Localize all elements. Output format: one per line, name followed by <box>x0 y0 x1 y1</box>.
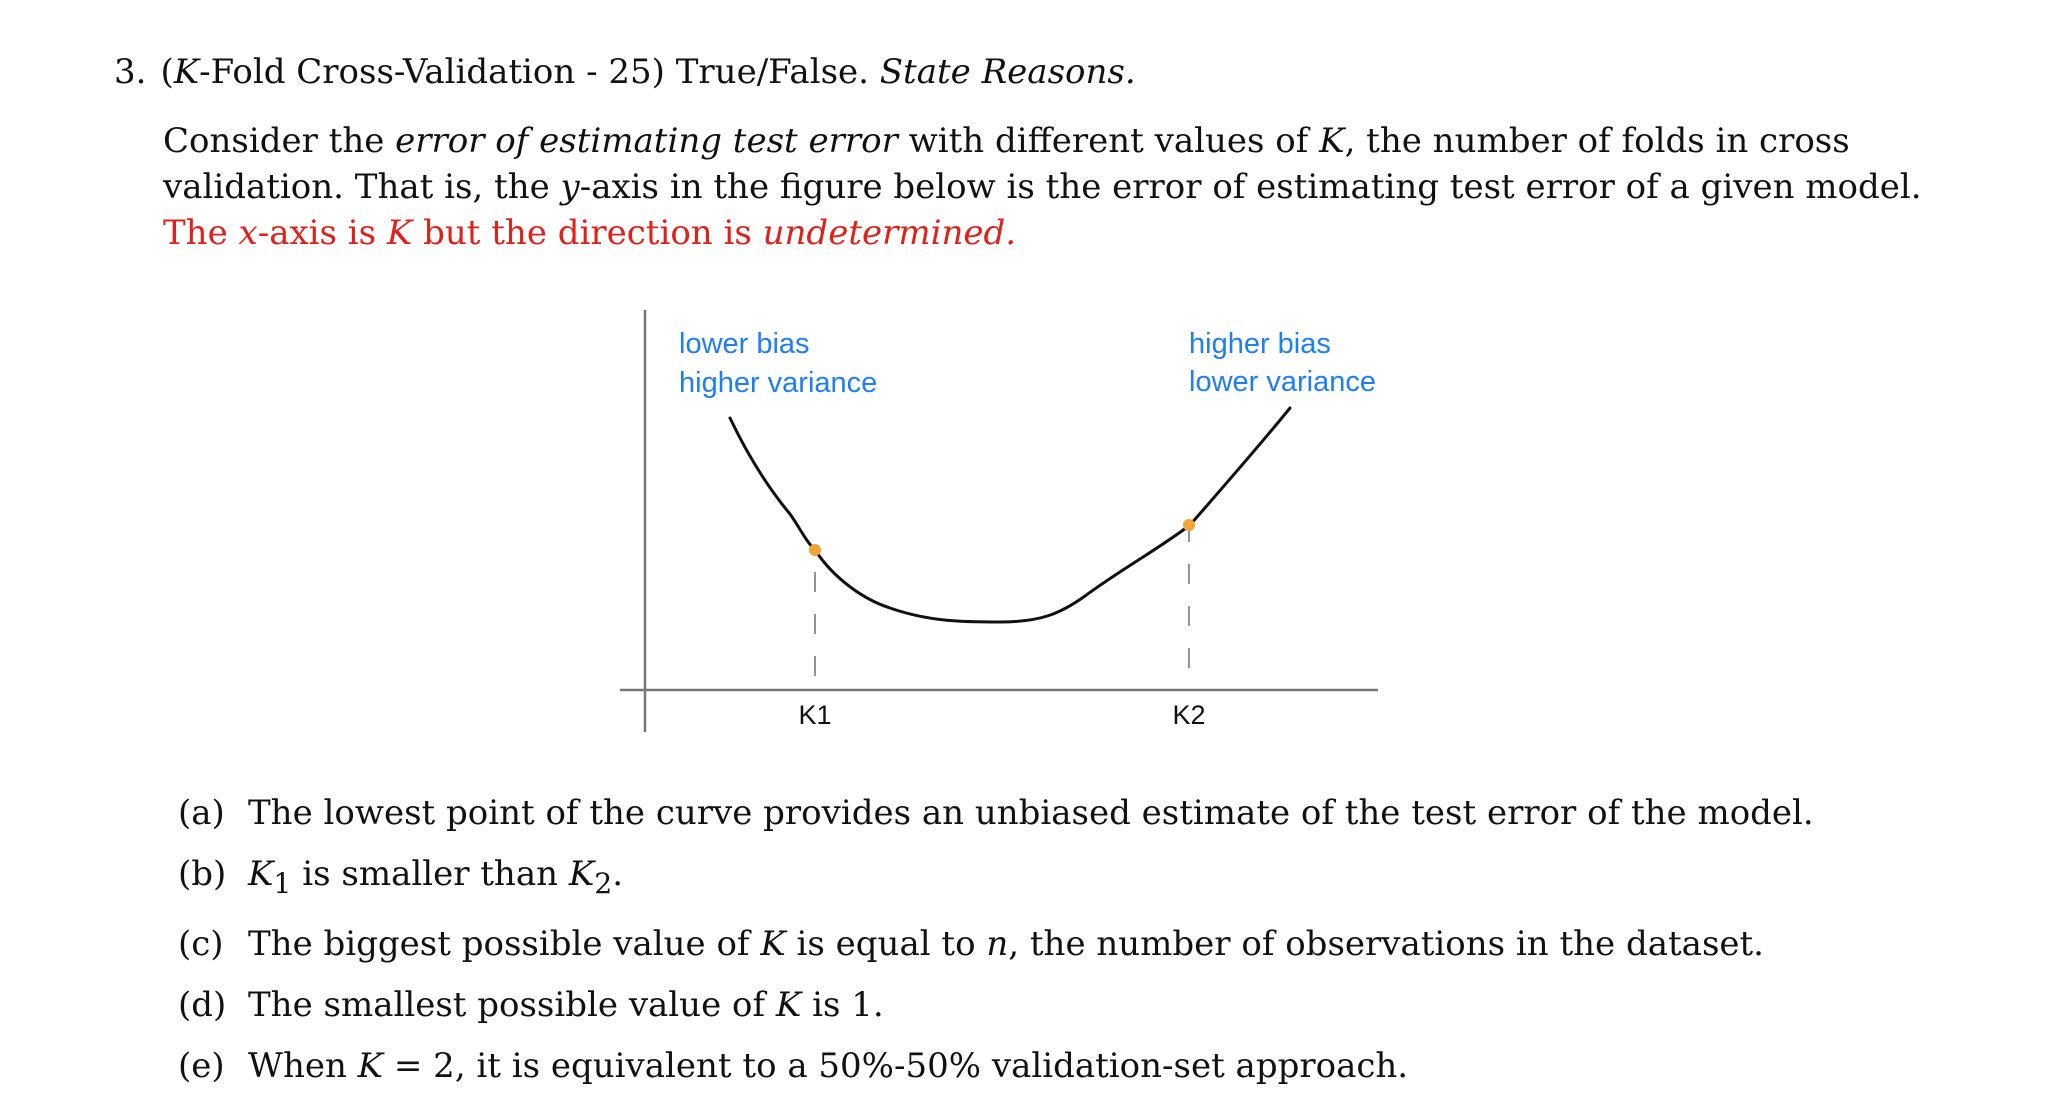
title-italic: State Reasons. <box>879 52 1136 92</box>
math-subscript: 1 <box>273 866 292 900</box>
bias-variance-figure <box>620 300 1380 740</box>
left-label-variance: higher variance <box>679 367 878 399</box>
list-item <box>178 783 1978 844</box>
math-k: K <box>568 854 595 894</box>
list-item <box>178 844 1978 914</box>
body-emphasis: error of estimating test error <box>395 121 898 161</box>
body-line-2 <box>163 164 1922 210</box>
list-item <box>178 914 1978 975</box>
item-text-part: The smallest possible value of <box>248 984 776 1025</box>
figure-svg <box>620 300 1380 740</box>
item-text-part: is equal to <box>785 923 987 964</box>
error-curve <box>730 408 1290 622</box>
body-text: The <box>163 213 239 253</box>
math-k: K <box>775 984 802 1025</box>
item-marker: (c) <box>178 923 224 964</box>
item-text <box>248 844 623 914</box>
item-text-part: = 2, it is equivalent to a 50%-50% validation-set approach. <box>383 1045 1409 1086</box>
math-n: n <box>986 923 1009 964</box>
tick-k2: K2 <box>1172 700 1206 730</box>
item-text-part: The lowest point of the curve provides an unbiased estimate of the test error of the model. <box>248 793 1814 833</box>
item-text <box>248 783 1814 844</box>
list-item <box>178 975 1978 1036</box>
item-marker: (e) <box>178 1045 225 1086</box>
item-text-part: is 1. <box>801 984 884 1025</box>
body-text: with different values of <box>897 121 1320 161</box>
item-text-part: is smaller than <box>291 854 569 894</box>
math-k: K <box>1319 121 1345 161</box>
body-text: -axis is <box>257 213 387 253</box>
k1-point <box>809 544 821 556</box>
math-x: x <box>238 213 258 253</box>
item-text <box>248 975 884 1036</box>
body-text: -axis in the figure below is the error of estimating test error of a given model. <box>579 167 1922 207</box>
math-k: K <box>357 1045 384 1086</box>
body-emphasis: undetermined. <box>762 213 1017 253</box>
item-text <box>248 914 1764 975</box>
body-text: , the number of folds in cross <box>1344 121 1850 161</box>
math-k: K <box>760 923 786 964</box>
list-item <box>178 1036 1978 1097</box>
math-y: y <box>560 167 580 207</box>
item-marker: (b) <box>178 854 227 894</box>
body-text: Consider the <box>163 121 396 161</box>
body-text: validation. That is, the <box>163 167 561 207</box>
math-k: K <box>248 854 274 894</box>
item-marker: (d) <box>178 984 227 1025</box>
question-body <box>163 118 1922 256</box>
title-open: ( <box>160 52 174 92</box>
item-text-part: . <box>612 854 624 894</box>
k2-point <box>1183 519 1195 531</box>
statement-list <box>178 783 1978 1097</box>
title-k: K <box>173 52 200 92</box>
tick-k1: K1 <box>798 700 832 730</box>
math-k: K <box>386 213 413 253</box>
item-marker: (a) <box>178 793 225 833</box>
right-label-variance: lower variance <box>1189 366 1376 398</box>
item-text-part: The biggest possible value of <box>248 923 761 964</box>
left-label-bias: lower bias <box>679 328 810 360</box>
item-text-part: , the number of observations in the dataset. <box>1008 923 1764 964</box>
item-text-part: When <box>248 1045 358 1086</box>
body-text: but the direction is <box>412 213 763 253</box>
math-subscript: 2 <box>594 866 613 900</box>
item-text <box>248 1036 1408 1097</box>
body-line-3 <box>163 210 1863 256</box>
question-heading <box>114 48 1136 96</box>
question-number: 3. <box>114 52 147 92</box>
right-label-bias: higher bias <box>1189 328 1331 360</box>
title-rest: -Fold Cross-Validation - 25) True/False. <box>199 52 869 92</box>
body-line-1 <box>163 118 1863 164</box>
